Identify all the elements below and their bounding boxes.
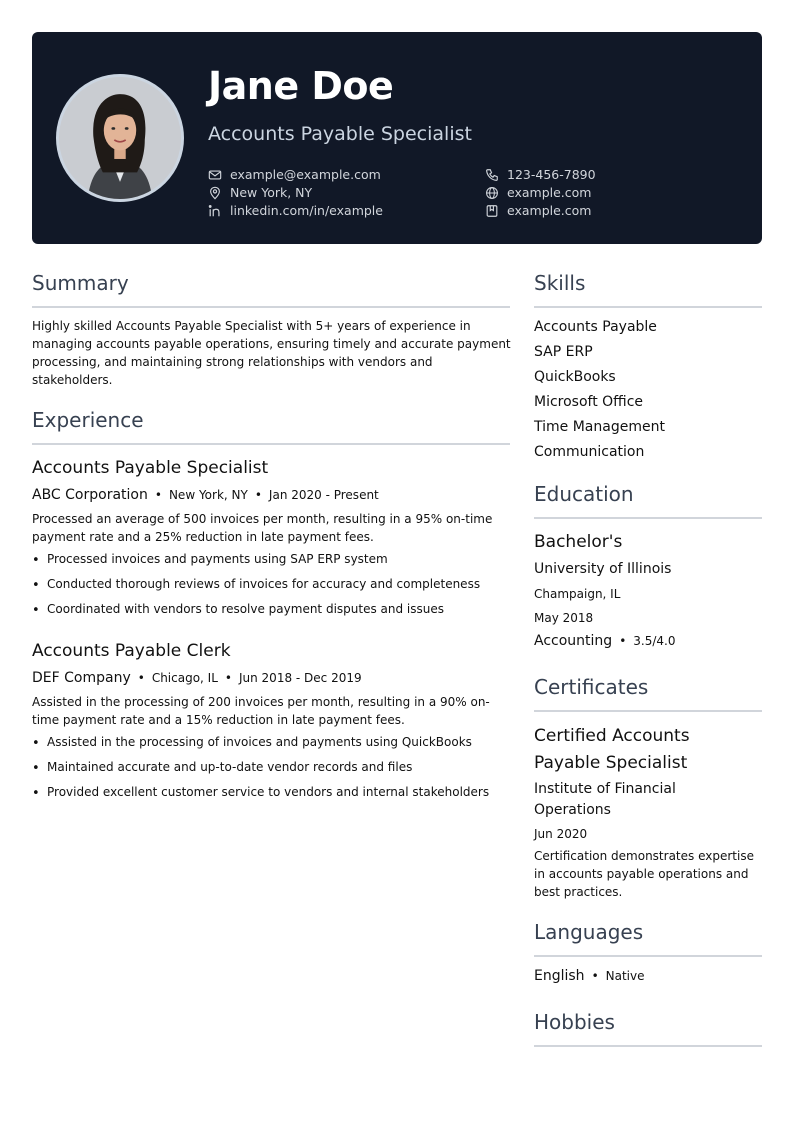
contact-phone[interactable] — [485, 166, 596, 184]
contact-location-text: New York, NY — [230, 185, 313, 200]
job-company: ABC Corporation — [32, 487, 148, 503]
contact-email-text: example@example.com — [230, 167, 381, 182]
job-location: New York, NY — [168, 488, 248, 502]
job-meta: DEF Company • Chicago, IL • Jun 2018 - Dec 2019 — [32, 670, 362, 686]
education-gpa: 3.5/4.0 — [633, 634, 676, 648]
job-bullets — [32, 733, 489, 808]
certificate-issuer-line: Institute of Financial — [534, 781, 676, 797]
certificate-name-line: Certified Accounts — [534, 726, 690, 746]
certificates-divider — [534, 710, 762, 712]
candidate-name: Jane Doe — [208, 64, 394, 108]
skill-item: Time Management — [534, 419, 665, 435]
list-item: • Processed invoices and payments using SAP ERP system — [32, 550, 480, 568]
education-field-line: Accounting • 3.5/4.0 — [534, 633, 676, 649]
job-meta: ABC Corporation • New York, NY • Jan 2020 - Present — [32, 487, 379, 503]
education-field: Accounting — [534, 633, 613, 649]
envelope-icon — [208, 168, 222, 182]
summary-divider — [32, 306, 510, 308]
job-company: DEF Company — [32, 670, 131, 686]
job-location: Chicago, IL — [151, 671, 218, 685]
certificate-description: Certification demonstrates expertise in accounts payable operations and best practices. — [534, 849, 754, 899]
job-summary: Assisted in the processing of 200 invoices per month, resulting in a 90% on-time payment rate and a 15% reduction in late payment fees. — [32, 695, 490, 727]
contact-portfolio[interactable] — [485, 202, 591, 220]
education-heading: Education — [534, 482, 634, 506]
education-school: University of Illinois — [534, 561, 672, 577]
summary-text: Highly skilled Accounts Payable Specialist with 5+ years of experience in managing accounts payable operations, ensuring timely and accurate payment processing, and maintaining strong relationships with vendors and stakeholders. — [32, 319, 511, 387]
list-item: • Coordinated with vendors to resolve payment disputes and issues — [32, 600, 480, 618]
certificates-heading: Certificates — [534, 675, 649, 699]
contact-portfolio-text: example.com — [507, 203, 592, 218]
list-item: • Assisted in the processing of invoices and payments using QuickBooks — [32, 733, 489, 751]
list-item: • Maintained accurate and up-to-date vendor records and files — [32, 758, 489, 776]
certificate-date: Jun 2020 — [534, 827, 588, 841]
certificate-name — [534, 723, 690, 777]
contact-website[interactable] — [485, 184, 591, 202]
languages-divider — [534, 955, 762, 957]
certificate-issuer-line: Operations — [534, 802, 611, 818]
contact-phone-text: 123-456-7890 — [507, 167, 596, 182]
candidate-title: Accounts Payable Specialist — [208, 123, 472, 145]
skill-item: Communication — [534, 444, 645, 460]
resume-header — [32, 32, 762, 244]
globe-icon — [485, 186, 499, 200]
language-level: Native — [605, 969, 645, 983]
map-pin-icon — [208, 186, 222, 200]
profile-photo-illustration — [59, 77, 181, 199]
education-degree: Bachelor's — [534, 532, 623, 552]
hobbies-divider — [534, 1045, 762, 1047]
contact-website-text: example.com — [507, 185, 592, 200]
list-item: • Provided excellent customer service to vendors and internal stakeholders — [32, 783, 489, 801]
education-divider — [534, 517, 762, 519]
job-bullets — [32, 550, 480, 625]
job-dates: Jun 2018 - Dec 2019 — [238, 671, 362, 685]
linkedin-icon — [208, 204, 222, 218]
education-date: May 2018 — [534, 611, 594, 625]
languages-heading: Languages — [534, 920, 644, 944]
contact-email[interactable] — [208, 166, 381, 184]
skills-divider — [534, 306, 762, 308]
contact-linkedin-text: linkedin.com/in/example — [230, 203, 383, 218]
education-location: Champaign, IL — [534, 587, 621, 601]
bookmark-icon — [485, 204, 499, 218]
skill-item: Microsoft Office — [534, 394, 644, 410]
phone-icon — [485, 168, 499, 182]
summary-heading: Summary — [32, 271, 129, 295]
experience-heading: Experience — [32, 408, 144, 432]
certificate-issuer — [534, 779, 676, 821]
skill-item: QuickBooks — [534, 369, 616, 385]
contact-linkedin[interactable] — [208, 202, 383, 220]
contact-location — [208, 184, 312, 202]
certificate-name-line: Payable Specialist — [534, 753, 688, 773]
job-dates: Jan 2020 - Present — [268, 488, 379, 502]
experience-divider — [32, 443, 510, 445]
language-name: English — [534, 968, 585, 984]
skills-heading: Skills — [534, 271, 586, 295]
job-summary: Processed an average of 500 invoices per month, resulting in a 95% on-time payment rate and a 25% reduction in late payment fees. — [32, 512, 493, 544]
skill-item: Accounts Payable — [534, 319, 657, 335]
job-title: Accounts Payable Specialist — [32, 458, 269, 478]
language-line: English • Native — [534, 968, 645, 984]
profile-photo — [56, 74, 184, 202]
hobbies-heading: Hobbies — [534, 1010, 615, 1034]
list-item: • Conducted thorough reviews of invoices for accuracy and completeness — [32, 575, 480, 593]
job-title: Accounts Payable Clerk — [32, 641, 231, 661]
skill-item: SAP ERP — [534, 344, 593, 360]
